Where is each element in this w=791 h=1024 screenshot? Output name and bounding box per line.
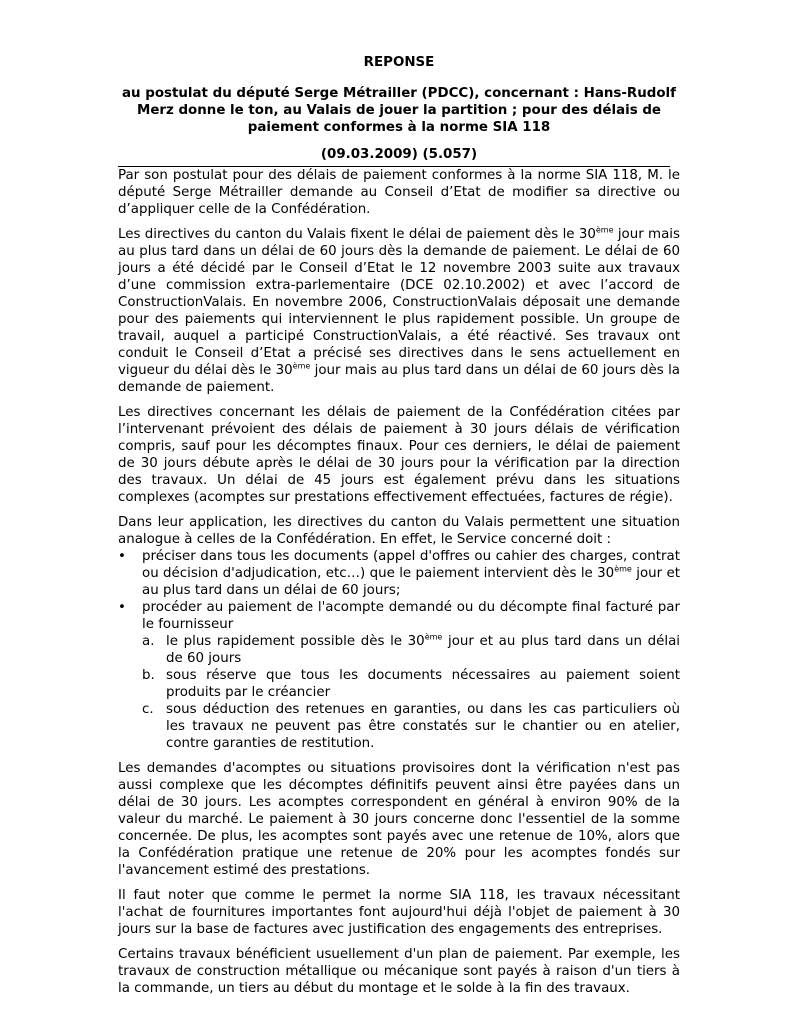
sub-list — [142, 633, 680, 752]
superscript-ordinal: ème — [292, 361, 311, 371]
text-segment: préciser dans tous les documents (appel d'offres ou cahier des charges, contrat ou décision d'adjudication, etc…) que le paiement intervient dès le 30 — [142, 549, 680, 581]
paragraph-sia-norm: Il faut noter que comme le permet la norme SIA 118, les travaux nécessitant l'achat de fournitures importantes font aujourd'hui déjà l'objet de paiement à 30 jours sur la base de factures avec justification des engagements des entreprises. — [118, 888, 680, 937]
paragraph-introduction: Par son postulat pour des délais de paiement conformes à la norme SIA 118, M. le député Serge Métrailler demande au Conseil d’Etat de modifier sa directive ou d’appliquer celle de la Confédération. — [118, 168, 680, 217]
paragraph-application: Dans leur application, les directives du canton du Valais permettent une situation analogue à celles de la Confédération. En effet, le Service concerné doit : — [118, 515, 680, 547]
sub-item-a — [142, 633, 680, 667]
text-segment: le plus rapidement possible dès le 30 — [166, 634, 425, 649]
paragraph-payment-plan: Certains travaux bénéficient usuellement d'un plan de paiement. Par exemple, les travaux de construction métallique ou mécanique sont payés à raison d'un tiers à la commande, un tiers au début du montage et le solde à la fin des travaux. — [118, 947, 680, 996]
bullet-marker: • — [118, 549, 126, 564]
sub-item-b — [142, 667, 680, 701]
text-segment: jour et au plus tard dans un délai de 60 jours; — [142, 566, 680, 598]
sub-item-c — [142, 701, 680, 752]
document-page — [118, 54, 680, 1005]
superscript-ordinal: ème — [614, 564, 632, 574]
paragraph-canton-directives — [118, 226, 680, 396]
bullet-list — [118, 548, 680, 752]
sub-item-text: sous déduction des retenues en garanties, ou dans les cas particuliers où les travaux ne peuvent pas être constatés sur le chantier ou en atelier, contre garanties de restitution. — [166, 702, 680, 751]
bullet-item-payment — [118, 599, 680, 752]
text-segment: jour mais au plus tard dans un délai de 60 jours dès la demande de paiement. — [118, 363, 680, 395]
bullet-item-documents — [118, 548, 680, 599]
bullet-item-text: procéder au paiement de l'acompte demandé ou du décompte final facturé par le fournisseur — [142, 600, 680, 632]
superscript-ordinal: ème — [424, 632, 443, 642]
sub-item-marker: a. — [142, 634, 155, 649]
sub-item-marker: c. — [142, 702, 154, 717]
text-segment: jour mais au plus tard dans un délai de 60 jours dès la demande de paiement. Le délai de 60 jours a été décidé par le Conseil d’Etat le 12 novembre 2003 suite aux travaux d’une commission extra-parlementaire (DCE 02.10.2002) et avec l’accord de ConstructionValais. En novembre 2006, ConstructionValais déposait une demande pour des paiements qui interviennent le plus rapidement possible. Un groupe de travail, auquel a participé ConstructionValais, a été réactivé. Ses travaux ont conduit le Conseil d’Etat a précisé ses directives dans le sens actuellement en vigueur du délai dès le 30 — [118, 227, 680, 378]
superscript-ordinal: ème — [595, 225, 614, 235]
document-date-reference: (09.03.2009) (5.057) — [320, 147, 478, 162]
paragraph-confederation-directives: Les directives concernant les délais de paiement de la Confédération citées par l’intervenant prévoient des délais de paiement à 30 jours délais de vérification compris, sauf pour les décomptes finaux. Pour ces derniers, le délai de paiement de 30 jours débute après le délai de 30 jours pour la vérification par la direction des travaux. Un délai de 45 jours est également prévu dans les situations complexes (acomptes sur prestations effectivement effectuées, factures de régie). — [118, 405, 680, 505]
document-title: REPONSE — [363, 55, 435, 70]
text-segment: jour et au plus tard dans un délai de 60 jours — [166, 634, 680, 666]
sub-item-marker: b. — [142, 668, 155, 683]
paragraph-advance-payments: Les demandes d'acomptes ou situations provisoires dont la vérification n'est pas aussi complexe que les décomptes définitifs peuvent ainsi être payées dans un délai de 30 jours. Les acomptes correspondent en général à environ 90% de la valeur du marché. Le paiement à 30 jours concerne donc l'essentiel de la somme concernée. De plus, les acomptes sont payés avec une retenue de 10%, alors que la Confédération pratique une retenue de 20% pour les acomptes fondés sur l'avancement estimé des prestations. — [118, 761, 680, 878]
text-segment: Les directives du canton du Valais fixent le délai de paiement dès le 30 — [118, 227, 596, 242]
bullet-marker: • — [118, 600, 126, 615]
document-subtitle: au postulat du député Serge Métrailler (PDCC), concernant : Hans-Rudolf Merz donne le ton, au Valais de jouer la partition ; pour des délais de paiement conformes à la norme SIA 118 — [122, 86, 676, 135]
sub-item-text: sous réserve que tous les documents nécessaires au paiement soient produits par le créancier — [166, 668, 680, 700]
